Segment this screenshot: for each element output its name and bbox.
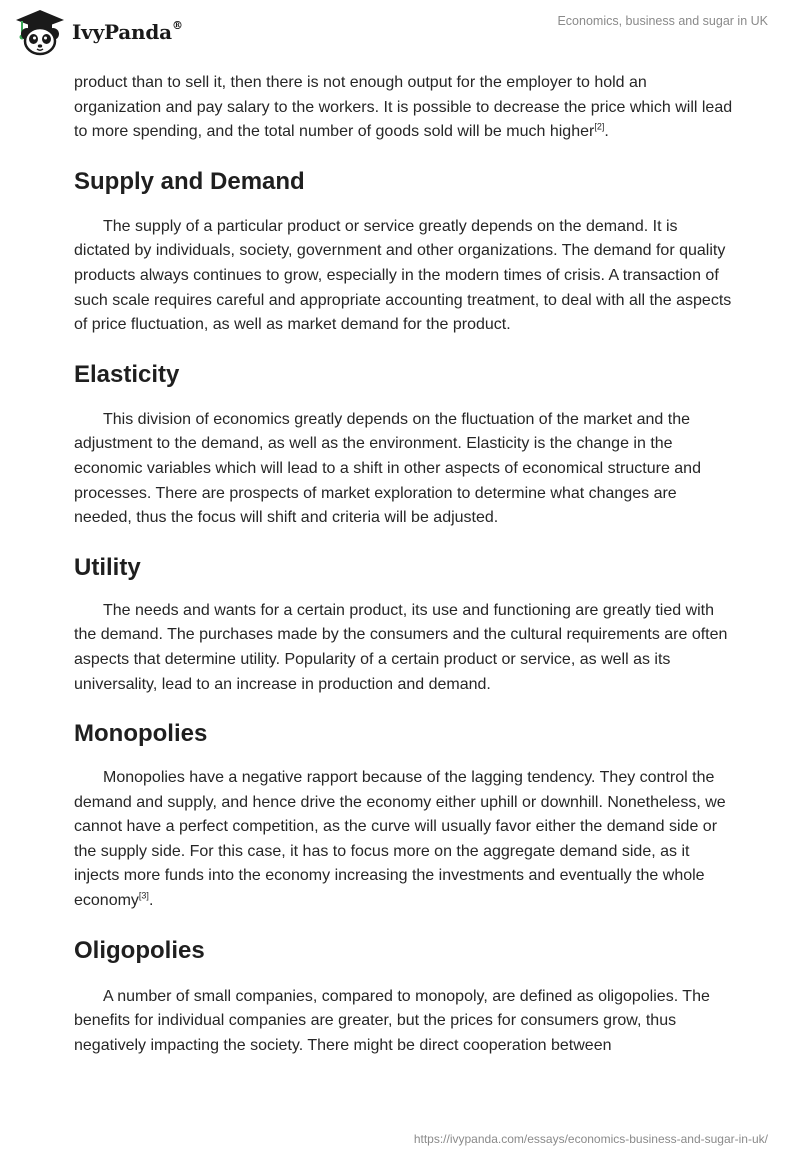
section-paragraph: The supply of a particular product or service greatly depends on the demand. It is dictated by individuals, society, government and other organizations. The demand for quality products always continues to grow, especially in the modern times of crisis. A transaction of such scale requires careful and appropriate accounting treatment, to deal with all the aspects of price fluctuation, as well as market demand for the product.	[74, 217, 732, 334]
section-heading-monopolies: Monopolies	[74, 720, 208, 748]
intro-paragraph: product than to sell it, then there is not enough output for the employer to hold an organization and pay salary to the workers. It is possible to decrease the price which will lead to more spending, and the total number of goods sold will be much higher[2].	[74, 74, 733, 141]
reference-link[interactable]: [2]	[594, 121, 605, 132]
source-url[interactable]: https://ivypanda.com/essays/economics-business-and-sugar-in-uk/	[413, 1132, 768, 1146]
section-heading-utility: Utility	[74, 553, 141, 581]
section-heading-oligopolies: Oligopolies	[74, 936, 205, 964]
essay-body	[74, 70, 734, 1058]
section-heading-supply-and-demand: Supply and Demand	[74, 167, 305, 195]
section-heading-elasticity: Elasticity	[74, 360, 180, 388]
section-paragraph: Monopolies have a negative rapport because of the lagging tendency. They control the demand and supply, and hence drive the economy either uphill or downhill. Nonetheless, we cannot have a perfect competition, as the curve will usually favor either the demand side or the supply side. For this case, it has to focus more on the aggregate demand side, as it injects more funds into the economy increasing the investments and eventually the whole economy[3].	[74, 769, 726, 910]
page-header	[0, 0, 800, 70]
document-title: Economics, business and sugar in UK	[557, 14, 768, 28]
brand-name: IvyPanda®	[72, 19, 183, 44]
section-paragraph: This division of economics greatly depends on the fluctuation of the market and the adjustment to the demand, as well as the environment. Elasticity is the change in the economic variables which will lead to a shift in other aspects of economical structure and processes. There are prospects of market exploration to determine what changes are needed, thus the focus will shift and criteria will be adjusted.	[74, 410, 701, 527]
section-paragraph: A number of small companies, compared to monopoly, are defined as oligopolies. The benefits for individual companies are greater, but the prices for consumers grow, thus negatively impacting the society. There might be direct cooperation between	[74, 987, 710, 1054]
ivypanda-logo[interactable]	[14, 8, 183, 56]
section-paragraph: The needs and wants for a certain product, its use and functioning are greatly tied with the demand. The purchases made by the consumers and the cultural requirements are often aspects that determine utility. Popularity of a certain product or service, as well as its universality, lead to an increase in production and demand.	[74, 601, 728, 693]
reference-link[interactable]: [3]	[138, 890, 149, 901]
panda-icon	[14, 8, 66, 56]
